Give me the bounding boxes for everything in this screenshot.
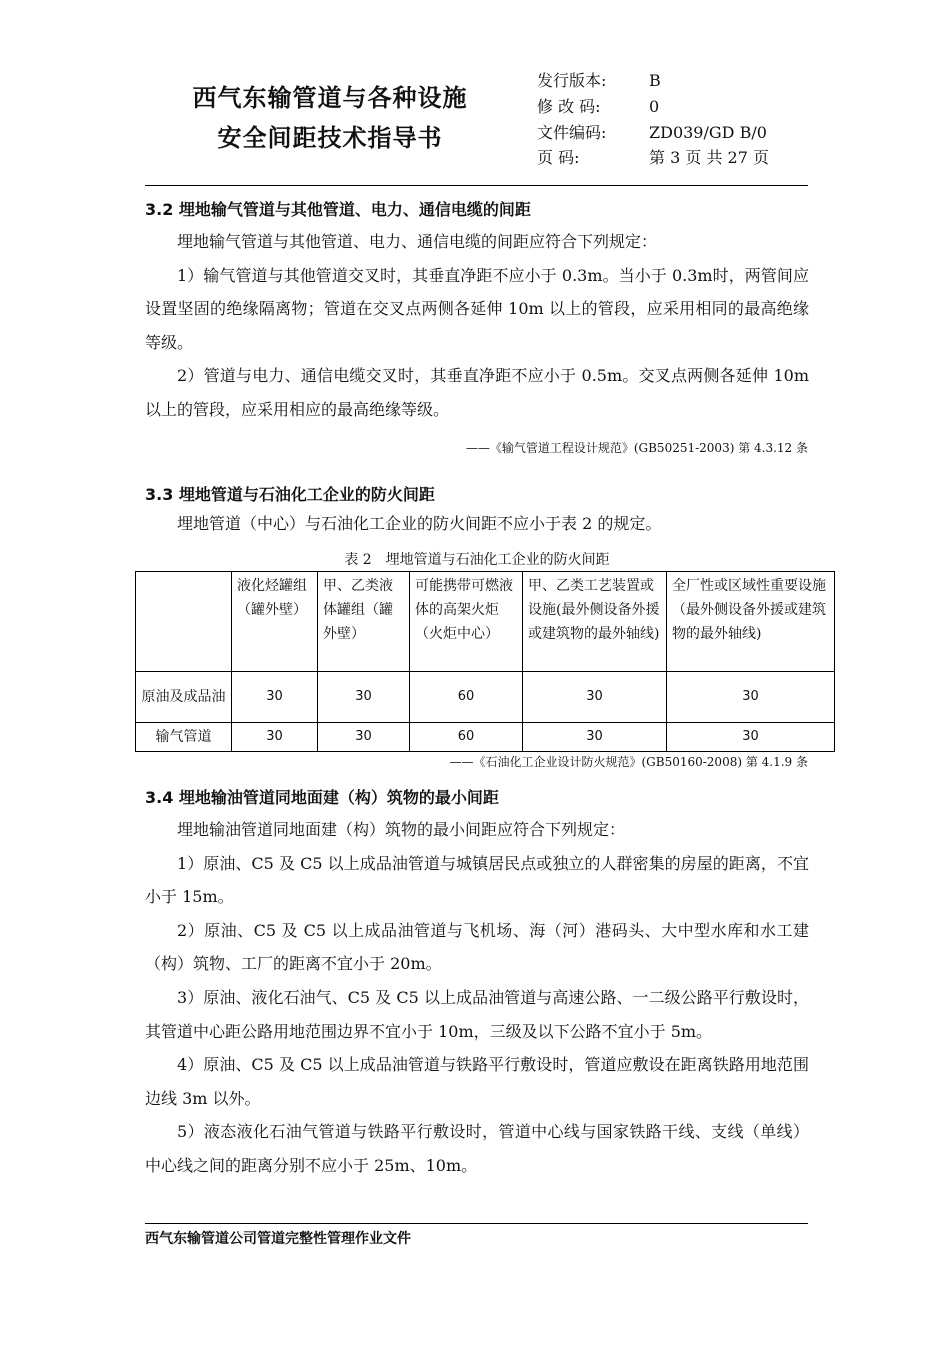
meta-label: 页 码: [537, 148, 580, 167]
section-3-4-heading: 3.4 埋地输油管道同地面建（构）筑物的最小间距 [145, 788, 499, 807]
table-row [136, 672, 835, 723]
meta-label: 文件编码: [537, 123, 607, 142]
meta-label: 发行版本: [537, 71, 607, 90]
document-title-line2: 安全间距技术指导书 [217, 124, 443, 152]
meta-value: 0 [649, 97, 660, 116]
section-3-2-heading: 3.2 埋地输气管道与其他管道、电力、通信电缆的间距 [145, 200, 531, 219]
footer-text: 西气东输管道公司管道完整性管理作业文件 [145, 1231, 411, 1247]
table-header-cell: 可能携带可燃液体的高架火炬（火炬中心） [410, 572, 523, 672]
meta-value: 第 3 页 共 27 页 [649, 148, 769, 167]
section-3-2-citation: ——《输气管道工程设计规范》(GB50251-2003) 第 4.3.12 条 [465, 441, 808, 455]
table-cell: 30 [318, 723, 410, 752]
section-3-2-item-1: 1）输气管道与其他管道交叉时，其垂直净距不应小于 0.3m。当小于 0.3m时，两管间应设置坚固的绝缘隔离物；管道在交叉点两侧各延伸 10m 以上的管段，应采用相同的最高绝缘等级。 [145, 265, 809, 352]
section-3-3-heading: 3.3 埋地管道与石油化工企业的防火间距 [145, 485, 435, 504]
table-header-cell: 全厂性或区域性重要设施（最外侧设备外援或建筑物的最外轴线) [667, 572, 835, 672]
section-3-4-item-3: 3）原油、液化石油气、C5 及 C5 以上成品油管道与高速公路、一二级公路平行敷设时，其管道中心距公路用地范围边界不宜小于 10m，三级及以下公路不宜小于 5m。 [145, 987, 809, 1041]
table-row-label: 输气管道 [136, 723, 232, 752]
table-header-cell: 甲、乙类工艺装置或设施(最外侧设备外援或建筑物的最外轴线) [523, 572, 667, 672]
meta-value: ZD039/GD B/0 [649, 123, 767, 142]
meta-value: B [649, 71, 661, 90]
table-header-cell: 甲、乙类液体罐组（罐外壁） [318, 572, 410, 672]
section-3-3-intro: 埋地管道（中心）与石油化工企业的防火间距不应小于表 2 的规定。 [177, 514, 662, 533]
fire-distance-table [135, 571, 835, 752]
section-3-4-item-1: 1）原油、C5 及 C5 以上成品油管道与城镇居民点或独立的人群密集的房屋的距离，不宜小于 15m。 [145, 853, 809, 907]
section-3-4-intro: 埋地输油管道同地面建（构）筑物的最小间距应符合下列规定： [177, 820, 626, 839]
section-3-4-body [145, 813, 809, 1183]
table-cell: 60 [410, 723, 523, 752]
meta-label: 修 改 码: [537, 97, 601, 116]
meta-revision [537, 94, 659, 117]
footer-divider [145, 1223, 808, 1224]
table-header-cell [136, 572, 232, 672]
table-2-caption: 表 2 埋地管道与石油化工企业的防火间距 [344, 552, 610, 568]
table-cell: 30 [667, 723, 835, 752]
section-3-2-intro: 埋地输气管道与其他管道、电力、通信电缆的间距应符合下列规定： [177, 232, 658, 251]
header-divider [145, 185, 808, 186]
section-3-4-item-2: 2）原油、C5 及 C5 以上成品油管道与飞机场、海（河）港码头、大中型水库和水工建（构）筑物、工厂的距离不宜小于 20m。 [145, 920, 809, 974]
section-3-3-body [145, 507, 809, 541]
section-3-2-item-2: 2）管道与电力、通信电缆交叉时，其垂直净距不应小于 0.5m。交叉点两侧各延伸 10m 以上的管段，应采用相应的最高绝缘等级。 [145, 366, 809, 419]
table-row [136, 723, 835, 752]
table-cell: 30 [232, 723, 318, 752]
table-cell: 30 [523, 672, 667, 723]
meta-doc-code [537, 120, 767, 143]
meta-page [537, 145, 769, 168]
table-header-row [136, 572, 835, 672]
section-3-4-item-4: 4）原油、C5 及 C5 以上成品油管道与铁路平行敷设时，管道应敷设在距离铁路用地范围边线 3m 以外。 [145, 1055, 809, 1108]
table-cell: 30 [318, 672, 410, 723]
section-3-2-body [145, 225, 809, 427]
table-cell: 60 [410, 672, 523, 723]
section-3-4-item-5: 5）液态液化石油气管道与铁路平行敷设时，管道中心线与国家铁路干线、支线（单线）中心线之间的距离分别不应小于 25m、10m。 [145, 1122, 809, 1175]
table-header-cell: 液化烃罐组（罐外壁） [232, 572, 318, 672]
document-title-line1: 西气东输管道与各种设施 [192, 84, 468, 112]
table-cell: 30 [523, 723, 667, 752]
section-3-3-citation: ——《石油化工企业设计防火规范》(GB50160-2008) 第 4.1.9 条 [449, 755, 808, 769]
table-cell: 30 [667, 672, 835, 723]
table-cell: 30 [232, 672, 318, 723]
meta-version [537, 68, 661, 91]
table-row-label: 原油及成品油 [136, 672, 232, 723]
